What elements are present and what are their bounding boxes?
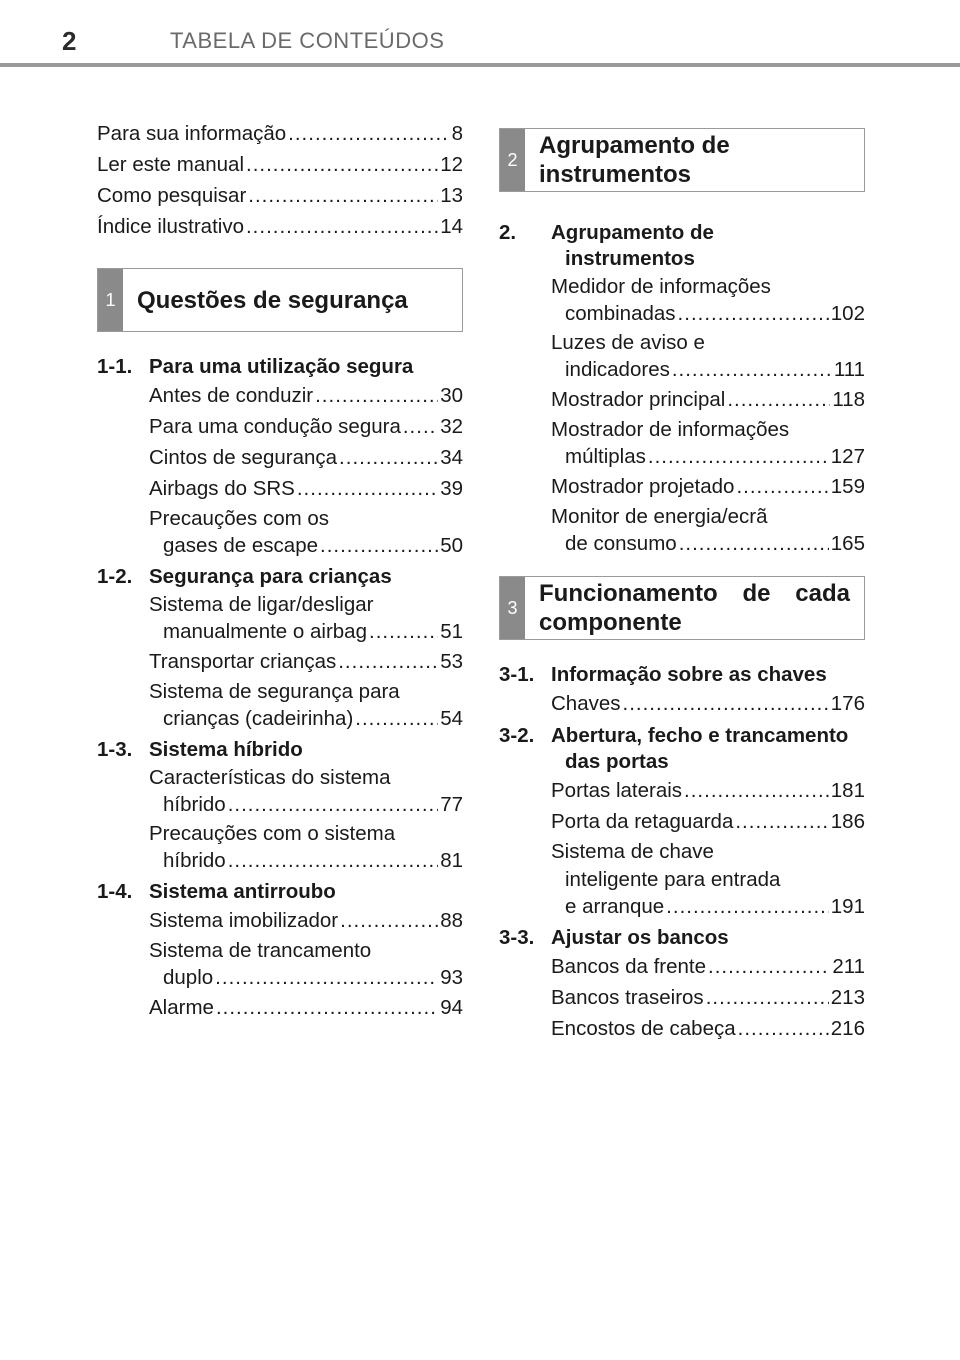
toc-entry[interactable] — [149, 791, 463, 819]
toc-entry-label: duplo — [163, 966, 214, 989]
dot-leader — [679, 530, 829, 558]
section-title-line: Ajustar os bancos — [551, 926, 729, 949]
section-heading[interactable] — [97, 737, 463, 763]
dot-leader — [623, 688, 829, 719]
toc-entry-label: e arranque — [565, 895, 665, 918]
dot-leader — [727, 384, 830, 415]
section-title-line: das portas — [565, 750, 669, 773]
toc-entry-page: 13 — [440, 184, 463, 207]
section-heading[interactable] — [97, 354, 463, 380]
toc-entry[interactable] — [149, 905, 463, 936]
dot-leader — [738, 1013, 829, 1044]
section-heading[interactable] — [97, 879, 463, 905]
section-title-line: instrumentos — [565, 247, 695, 270]
toc-left-column — [97, 118, 463, 1027]
toc-entry-page: 159 — [830, 475, 865, 498]
toc-item — [551, 328, 865, 384]
toc-entry[interactable] — [551, 806, 865, 837]
toc-entry-label: Airbags do SRS — [149, 477, 295, 500]
toc-entry-page: 81 — [440, 849, 463, 872]
dot-leader — [338, 646, 438, 677]
toc-entry-label: combinadas — [565, 302, 676, 325]
toc-entry-page: 216 — [830, 1017, 865, 1040]
section-title — [149, 564, 392, 590]
dot-leader — [369, 618, 438, 646]
intro-list — [97, 118, 463, 242]
toc-entry-page: 53 — [440, 650, 463, 673]
toc-item — [149, 646, 463, 677]
toc-entry-label: Cintos de segurança — [149, 446, 338, 469]
toc-item-line: Características do sistema — [149, 766, 391, 789]
toc-entry[interactable] — [149, 847, 463, 875]
toc-entry[interactable] — [97, 180, 463, 211]
chapter-2-title-line: Agrupamento de — [539, 132, 730, 159]
toc-entry-label: crianças (cadeirinha) — [163, 707, 354, 730]
toc-item — [551, 471, 865, 502]
toc-item-line: Precauções com os — [149, 507, 330, 530]
toc-item — [149, 905, 463, 936]
toc-entry[interactable] — [551, 443, 865, 471]
section-number: 2. — [499, 221, 517, 244]
chapter-2-title — [525, 129, 744, 191]
chapter-3-sections — [499, 662, 865, 1044]
toc-entry[interactable] — [551, 1013, 865, 1044]
toc-entry-page: 30 — [440, 384, 463, 407]
toc-section — [499, 723, 865, 921]
section-title-line: Agrupamento de — [551, 221, 714, 244]
dot-leader — [288, 118, 449, 149]
section-title — [149, 737, 303, 763]
section-items — [499, 272, 865, 558]
dot-leader — [228, 791, 439, 819]
toc-section — [97, 564, 463, 733]
toc-entry-label: híbrido — [163, 793, 226, 816]
section-number: 1-3. — [97, 738, 133, 761]
dot-leader — [403, 411, 438, 442]
toc-entry-label: Portas laterais — [551, 779, 683, 802]
toc-entry[interactable] — [149, 992, 463, 1023]
toc-entry-page: 39 — [440, 477, 463, 500]
dot-leader — [684, 775, 829, 806]
toc-entry-page: 118 — [832, 388, 865, 411]
section-number: 1-2. — [97, 565, 133, 588]
toc-entry[interactable] — [149, 618, 463, 646]
toc-item — [149, 442, 463, 473]
dot-leader — [736, 471, 828, 502]
toc-entry-label: gases de escape — [163, 534, 319, 557]
toc-entry[interactable] — [149, 646, 463, 677]
chapter-1-tab: 1 — [98, 269, 123, 331]
toc-entry-page: 102 — [830, 302, 865, 325]
toc-item-line: Precauções com o sistema — [149, 822, 396, 845]
section-number: 1-4. — [97, 880, 133, 903]
section-title — [551, 723, 848, 775]
toc-item — [149, 473, 463, 504]
toc-item-line: Sistema de chave — [551, 840, 714, 863]
toc-entry-label: Para sua informação — [97, 122, 287, 145]
toc-entry[interactable] — [149, 442, 463, 473]
toc-entry-label: Porta da retaguarda — [551, 810, 734, 833]
toc-entry-page: 50 — [440, 534, 463, 557]
toc-item — [551, 982, 865, 1013]
section-heading[interactable] — [499, 220, 865, 272]
toc-entry[interactable] — [551, 471, 865, 502]
toc-entry-page: 165 — [830, 532, 865, 555]
toc-entry-page: 34 — [440, 446, 463, 469]
toc-entry-page: 213 — [830, 986, 865, 1009]
toc-entry-page: 12 — [440, 153, 463, 176]
chapter-3-title — [525, 577, 864, 639]
section-items — [97, 905, 463, 1023]
section-title-line: Sistema antirroubo — [149, 880, 336, 903]
toc-entry-page: 88 — [440, 909, 463, 932]
chapter-2-sections — [499, 220, 865, 558]
dot-leader — [215, 964, 438, 992]
section-title-line: Informação sobre as chaves — [551, 663, 827, 686]
section-title — [551, 220, 714, 272]
toc-item — [149, 590, 463, 646]
toc-entry-label: Mostrador projetado — [551, 475, 735, 498]
section-number: 1-1. — [97, 355, 133, 378]
dot-leader — [708, 951, 830, 982]
toc-entry[interactable] — [149, 964, 463, 992]
page-number: 2 — [62, 26, 77, 56]
dot-leader — [735, 806, 828, 837]
section-title — [551, 662, 827, 688]
toc-entry-label: Transportar crianças — [149, 650, 337, 673]
section-title — [149, 879, 336, 905]
toc-entry[interactable] — [551, 688, 865, 719]
dot-leader — [672, 356, 832, 384]
dot-leader — [246, 211, 438, 242]
dot-leader — [216, 992, 438, 1023]
toc-entry[interactable] — [97, 211, 463, 242]
toc-entry-label: Encostos de cabeça — [551, 1017, 736, 1040]
toc-item — [149, 677, 463, 733]
toc-item — [551, 837, 865, 921]
toc-entry[interactable] — [149, 380, 463, 411]
toc-entry-page: 51 — [440, 620, 463, 643]
chapter-1-sections — [97, 354, 463, 1023]
toc-entry-page: 93 — [440, 966, 463, 989]
toc-item — [551, 951, 865, 982]
toc-item — [149, 819, 463, 875]
toc-entry-page: 186 — [830, 810, 865, 833]
section-heading[interactable] — [499, 723, 865, 775]
section-title-line: Abertura, fecho e trancamento — [551, 724, 849, 747]
toc-entry-label: Bancos traseiros — [551, 986, 704, 1009]
toc-section — [499, 220, 865, 558]
section-items — [97, 763, 463, 875]
toc-entry-page: 191 — [830, 895, 865, 918]
dot-leader — [297, 473, 438, 504]
toc-item — [149, 411, 463, 442]
dot-leader — [248, 180, 438, 211]
toc-item — [551, 806, 865, 837]
section-items — [97, 380, 463, 560]
dot-leader — [228, 847, 439, 875]
dot-leader — [320, 532, 438, 560]
toc-entry[interactable] — [149, 532, 463, 560]
section-items — [499, 688, 865, 719]
page-title: TABELA DE CONTEÚDOS — [170, 28, 445, 53]
toc-item — [149, 504, 463, 560]
toc-item-line: Luzes de aviso e — [551, 331, 705, 354]
toc-entry-page: 181 — [830, 779, 865, 802]
toc-section — [97, 737, 463, 875]
section-number: 3-1. — [499, 663, 535, 686]
dot-leader — [648, 443, 829, 471]
toc-entry-page: 77 — [440, 793, 463, 816]
toc-item — [149, 763, 463, 819]
toc-entry-label: indicadores — [565, 358, 670, 381]
toc-item — [551, 384, 865, 415]
section-items — [499, 951, 865, 1044]
toc-item-line: Mostrador de informações — [551, 418, 790, 441]
toc-item-line: Sistema de segurança para — [149, 680, 400, 703]
toc-entry-label: Mostrador principal — [551, 388, 726, 411]
toc-entry-label: manualmente o airbag — [163, 620, 367, 643]
toc-entry-label: Para uma condução segura — [149, 415, 401, 438]
toc-entry-label: híbrido — [163, 849, 226, 872]
toc-entry-page: 211 — [832, 955, 865, 978]
toc-entry-page: 14 — [440, 215, 463, 238]
toc-item — [551, 272, 865, 328]
toc-entry[interactable] — [149, 411, 463, 442]
toc-entry[interactable] — [551, 775, 865, 806]
toc-section — [97, 879, 463, 1023]
chapter-1-heading[interactable] — [97, 268, 463, 332]
toc-entry[interactable] — [551, 300, 865, 328]
toc-entry[interactable] — [97, 118, 463, 149]
toc-right-column — [499, 118, 865, 1048]
section-title-line: Para uma utilização segura — [149, 355, 414, 378]
toc-entry-page: 32 — [440, 415, 463, 438]
section-items — [97, 590, 463, 733]
section-title — [149, 354, 413, 380]
section-number: 3-3. — [499, 926, 535, 949]
toc-item — [551, 1013, 865, 1044]
dot-leader — [678, 300, 829, 328]
toc-item — [149, 380, 463, 411]
toc-entry[interactable] — [149, 705, 463, 733]
toc-item — [551, 502, 865, 558]
dot-leader — [339, 442, 438, 473]
chapter-3-title-line: componente — [539, 609, 682, 636]
chapter-2-title-line: instrumentos — [539, 161, 692, 188]
toc-item-line: Medidor de informações — [551, 275, 771, 298]
toc-entry[interactable] — [551, 530, 865, 558]
toc-section — [499, 925, 865, 1044]
section-heading[interactable] — [97, 564, 463, 590]
section-title — [551, 925, 729, 951]
chapter-3-tab: 3 — [500, 577, 525, 639]
chapter-1-title: Questões de segurança — [137, 286, 408, 314]
toc-entry[interactable] — [97, 149, 463, 180]
section-heading[interactable] — [499, 662, 865, 688]
toc-item-line: Sistema de trancamento — [149, 939, 372, 962]
toc-entry-label: de consumo — [565, 532, 677, 555]
toc-item — [551, 775, 865, 806]
dot-leader — [246, 149, 438, 180]
toc-entry[interactable] — [551, 893, 865, 921]
dot-leader — [666, 893, 829, 921]
toc-entry-page: 8 — [451, 122, 463, 145]
toc-entry-page: 111 — [833, 358, 865, 381]
toc-section — [97, 354, 463, 560]
toc-entry-label: Ler este manual — [97, 153, 245, 176]
dot-leader — [355, 705, 438, 733]
toc-entry-label: Chaves — [551, 692, 621, 715]
toc-entry-label: Sistema imobilizador — [149, 909, 339, 932]
toc-entry-label: Como pesquisar — [97, 184, 247, 207]
toc-item — [551, 688, 865, 719]
dot-leader — [706, 982, 829, 1013]
toc-entry[interactable] — [551, 356, 865, 384]
toc-item — [551, 415, 865, 471]
toc-entry[interactable] — [551, 384, 865, 415]
section-number: 3-2. — [499, 724, 535, 747]
chapter-3-title-line: Funcionamento de cada — [539, 580, 850, 607]
toc-item — [149, 992, 463, 1023]
toc-item-line: inteligente para entrada — [565, 868, 781, 891]
section-title-line: Sistema híbrido — [149, 738, 303, 761]
section-heading[interactable] — [499, 925, 865, 951]
page-header — [0, 0, 960, 72]
toc-item — [149, 936, 463, 992]
toc-entry[interactable] — [551, 951, 865, 982]
toc-entry-page: 94 — [440, 996, 463, 1019]
toc-entry-label: Alarme — [149, 996, 214, 1019]
toc-entry[interactable] — [149, 473, 463, 504]
toc-entry-label: Índice ilustrativo — [97, 215, 244, 238]
section-items — [499, 775, 865, 921]
toc-entry-label: Bancos da frente — [551, 955, 706, 978]
toc-entry-label: múltiplas — [565, 445, 646, 468]
toc-entry-page: 127 — [830, 445, 865, 468]
dot-leader — [315, 380, 438, 411]
chapter-2-tab: 2 — [500, 129, 525, 191]
toc-section — [499, 662, 865, 719]
chapter-3-heading[interactable] — [499, 576, 865, 640]
toc-item-line: Monitor de energia/ecrã — [551, 505, 768, 528]
header-divider — [0, 63, 960, 67]
section-title-line: Segurança para crianças — [149, 565, 392, 588]
toc-item-line: Sistema de ligar/desligar — [149, 593, 374, 616]
toc-entry-page: 176 — [830, 692, 865, 715]
toc-entry-page: 54 — [440, 707, 463, 730]
chapter-2-heading[interactable] — [499, 128, 865, 192]
dot-leader — [340, 905, 438, 936]
toc-entry-label: Antes de conduzir — [149, 384, 314, 407]
toc-entry[interactable] — [551, 982, 865, 1013]
